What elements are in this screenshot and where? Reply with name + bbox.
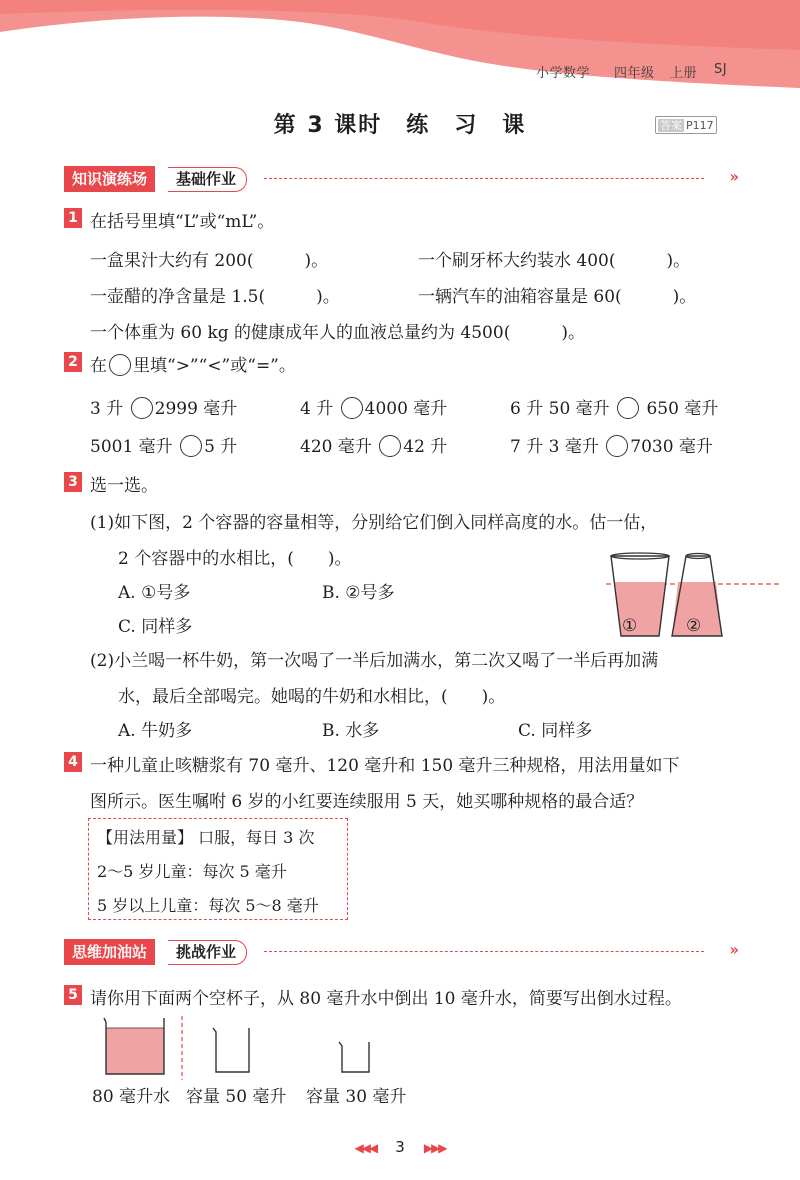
compare-circle[interactable] [379,435,401,457]
q2-right: 5 升 [204,437,238,457]
q3-part2-option-b[interactable]: B. 水多 [322,721,380,741]
q2-right: 42 升 [403,437,448,457]
figure-label-2: ② [686,616,702,636]
q2-item [510,394,718,419]
cup-label-50ml: 容量 50 毫升 [186,1087,287,1107]
q2-right: 650 毫升 [646,399,719,419]
q3-part2-option-a[interactable]: A. 牛奶多 [118,721,193,741]
q3-part1-option-c[interactable]: C. 同样多 [118,617,193,637]
section-tag: 思维加油站 [64,939,155,965]
q2-right: 2999 毫升 [154,399,238,419]
q2-item [510,432,713,457]
cup-label-30ml: 容量 30 毫升 [306,1087,407,1107]
q1-item: 一壶醋的净含量是 1.5( )。 [90,287,340,307]
next-arrows-icon: ▶▶▶ [423,1141,446,1155]
header-volume: 上册 [670,66,698,81]
figure-label-1: ① [622,616,638,636]
double-chevron-icon: ›› [729,940,736,959]
q2-stem [90,351,296,376]
q4-line1: 一种儿童止咳糖浆有 70 毫升、120 毫升和 150 毫升三种规格，用法用量如下 [90,756,680,776]
q2-left: 5001 毫升 [90,437,173,457]
q2-left: 6 升 50 毫升 [510,399,610,419]
q2-left: 7 升 3 毫升 [510,437,599,457]
header-grade: 四年级 [614,66,655,81]
q1-stem: 在括号里填“L”或“mL”。 [90,212,275,232]
q2-right: 4000 毫升 [364,399,448,419]
q1-item: 一个刷牙杯大约装水 400( )。 [418,251,691,271]
section-subtitle: 基础作业 [168,167,247,192]
question-number: 1 [64,208,82,228]
q3-stem: 选一选。 [90,476,158,496]
answer-page: P117 [686,119,714,132]
q2-item [300,432,447,457]
q2-item [300,394,447,419]
double-chevron-icon: ›› [729,167,736,186]
answer-label: 答案 [660,119,682,132]
q3-part2-option-c[interactable]: C. 同样多 [518,721,593,741]
q2-item [90,432,237,457]
q3-part1-option-b[interactable]: B. ②号多 [322,583,395,603]
q3-part1-line1: (1)如下图，2 个容器的容量相等，分别给它们倒入同样高度的水。估一估， [90,513,658,533]
q1-item: 一盒果汁大约有 200( )。 [90,251,329,271]
dosage-line: 2～5 岁儿童：每次 5 毫升 [97,862,287,881]
page-footer [0,1138,800,1156]
dashed-divider [264,178,704,179]
q4-line2: 图所示。医生嘱咐 6 岁的小红要连续服用 5 天，她买哪种规格的最合适？ [90,792,644,812]
q3-part1-option-a[interactable]: A. ①号多 [118,583,191,603]
q1-item: 一辆汽车的油箱容量是 60( )。 [418,287,697,307]
previous-arrows-icon: ◀◀◀ [354,1141,377,1155]
q3-part2-line2: 水，最后全部喝完。她喝的牛奶和水相比，( )。 [118,687,506,707]
q3-part2-line1: (2)小兰喝一杯牛奶，第一次喝了一半后加满水，第二次又喝了一半后再加满 [90,651,659,671]
question-number: 5 [64,985,82,1005]
compare-circle[interactable] [341,397,363,419]
section-tag: 知识演练场 [64,166,155,192]
q2-stem-a: 在 [90,356,107,376]
q2-left: 420 毫升 [300,437,372,457]
q2-left: 4 升 [300,399,334,419]
dosage-box [88,818,348,920]
compare-circle [109,354,131,376]
compare-circle[interactable] [180,435,202,457]
q2-stem-b: 里填“>”“<”或“=”。 [133,356,296,376]
answer-reference[interactable] [655,116,717,134]
dosage-line: 5 岁以上儿童：每次 5～8 毫升 [97,896,319,915]
question-number: 2 [64,352,82,372]
q1-item: 一个体重为 60 kg 的健康成年人的血液总量约为 4500( )。 [90,323,585,343]
cup-label-80ml: 80 毫升水 [92,1087,171,1107]
dashed-divider [264,951,704,952]
header-edition: SJ [714,62,728,77]
q5-stem: 请你用下面两个空杯子，从 80 毫升水中倒出 10 毫升水，简要写出倒水过程。 [90,989,682,1009]
compare-circle[interactable] [131,397,153,419]
section-banner-basic [64,166,736,192]
page-number: 3 [395,1138,405,1156]
lesson-title: 第 3 课时 练 习 课 [273,113,527,138]
q2-item [90,394,237,419]
compare-circle[interactable] [606,435,628,457]
cups-figure [96,1014,426,1080]
section-subtitle: 挑战作业 [168,940,247,965]
q2-left: 3 升 [90,399,124,419]
question-number: 3 [64,472,82,492]
question-number: 4 [64,752,82,772]
q3-part1-line2: 2 个容器中的水相比，( )。 [118,549,352,569]
section-banner-challenge [64,939,736,965]
compare-circle[interactable] [617,397,639,419]
header-subject: 小学数学 [536,66,591,81]
dosage-line: 【用法用量】 口服，每日 3 次 [97,828,315,847]
q2-right: 7030 毫升 [630,437,713,457]
